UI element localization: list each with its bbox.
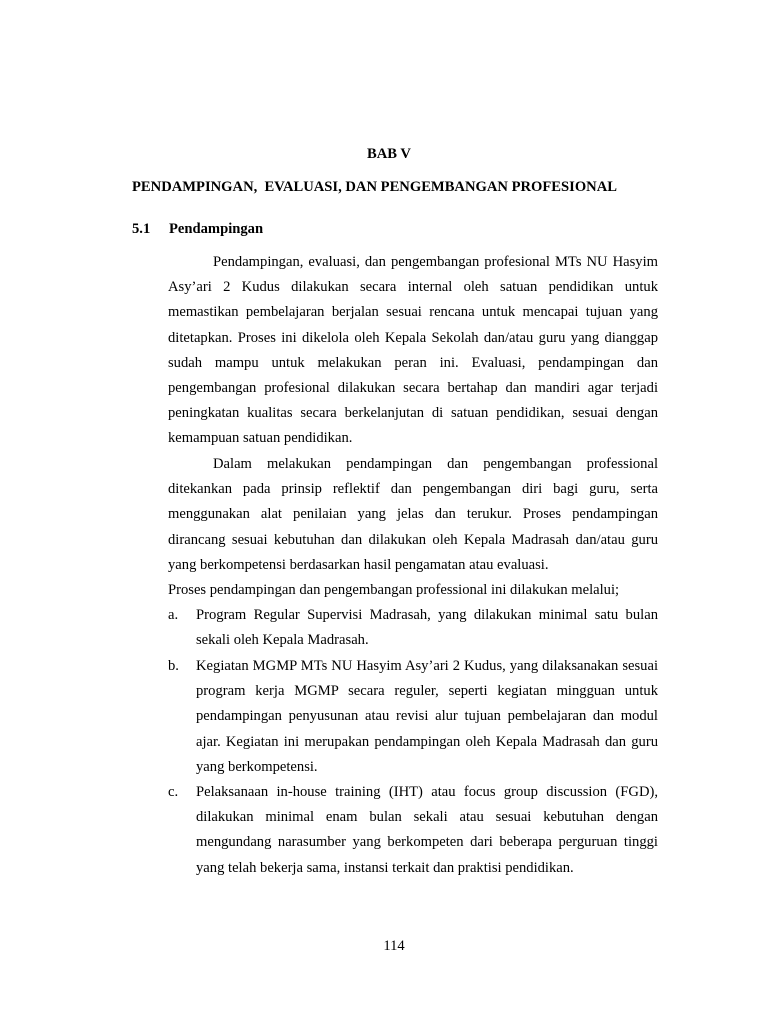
list-item-text: Pelaksanaan in-house training (IHT) atau focus group discussion (FGD), dilakukan minimal enam bulan sekali atau sesuai kebutuhan dengan mengundang narasumber yang berkompeten dari beberapa perguruan tinggi yang telah bekerja sama, instansi terkait dan praktisi pendidikan. xyxy=(196,784,658,876)
list-marker: a. xyxy=(168,607,179,623)
paragraph-1: Pendampingan, evaluasi, dan pengembangan profesional MTs NU Hasyim Asy’ari 2 Kudus dilakukan secara internal oleh satuan pendidikan untuk memastikan pembelajaran berjalan sesuai rencana untuk mencapai tujuan yang ditetapkan. Proses ini dikelola oleh Kepala Sekolah dan/atau guru yang dianggap sudah mampu untuk melakukan peran ini. Evaluasi, pendampingan dan pengembangan profesional dilakukan secara bertahap dan mandiri agar terjadi peningkatan kualitas secara berkelanjutan di satuan pendidikan, sesuai dengan kemampuan satuan pendidikan. xyxy=(168,254,658,447)
chapter-title: PENDAMPINGAN, EVALUASI, DAN PENGEMBANGAN PROFESIONAL xyxy=(132,179,617,195)
list-item-c xyxy=(168,780,658,881)
page-number: 114 xyxy=(383,938,405,954)
paragraph-3: Proses pendampingan dan pengembangan professional ini dilakukan melalui; xyxy=(168,582,620,598)
section-heading xyxy=(132,221,263,238)
list-item-a xyxy=(168,603,658,653)
list-item-text: Program Regular Supervisi Madrasah, yang dilakukan minimal satu bulan sekali oleh Kepala Madrasah. xyxy=(196,607,658,649)
paragraph-2: Dalam melakukan pendampingan dan pengembangan professional ditekankan pada prinsip reflektif dan pengembangan diri bagi guru, serta menggunakan alat penilaian yang jelas dan terukur. Proses pendampingan dirancang sesuai kebutuhan dan dilakukan oleh Kepala Madrasah dan/atau guru yang berkompetensi berdasarkan hasil pengamatan atau evaluasi. xyxy=(168,456,658,573)
chapter-heading: BAB V xyxy=(367,146,411,162)
section-title: Pendampingan xyxy=(169,221,264,237)
list-item-b xyxy=(168,654,658,780)
list-item-text: Kegiatan MGMP MTs NU Hasyim Asy’ari 2 Kudus, yang dilaksanakan sesuai program kerja MGMP secara reguler, seperti kegiatan mingguan untuk pendampingan penyusunan atau revisi alur tujuan pembelajaran dan modul ajar. Kegiatan ini merupakan pendampingan oleh Kepala Madrasah dan guru yang berkompetensi. xyxy=(196,658,658,775)
list-marker: c. xyxy=(168,784,179,800)
section-number: 5.1 xyxy=(132,221,151,237)
list-marker: b. xyxy=(168,658,179,674)
